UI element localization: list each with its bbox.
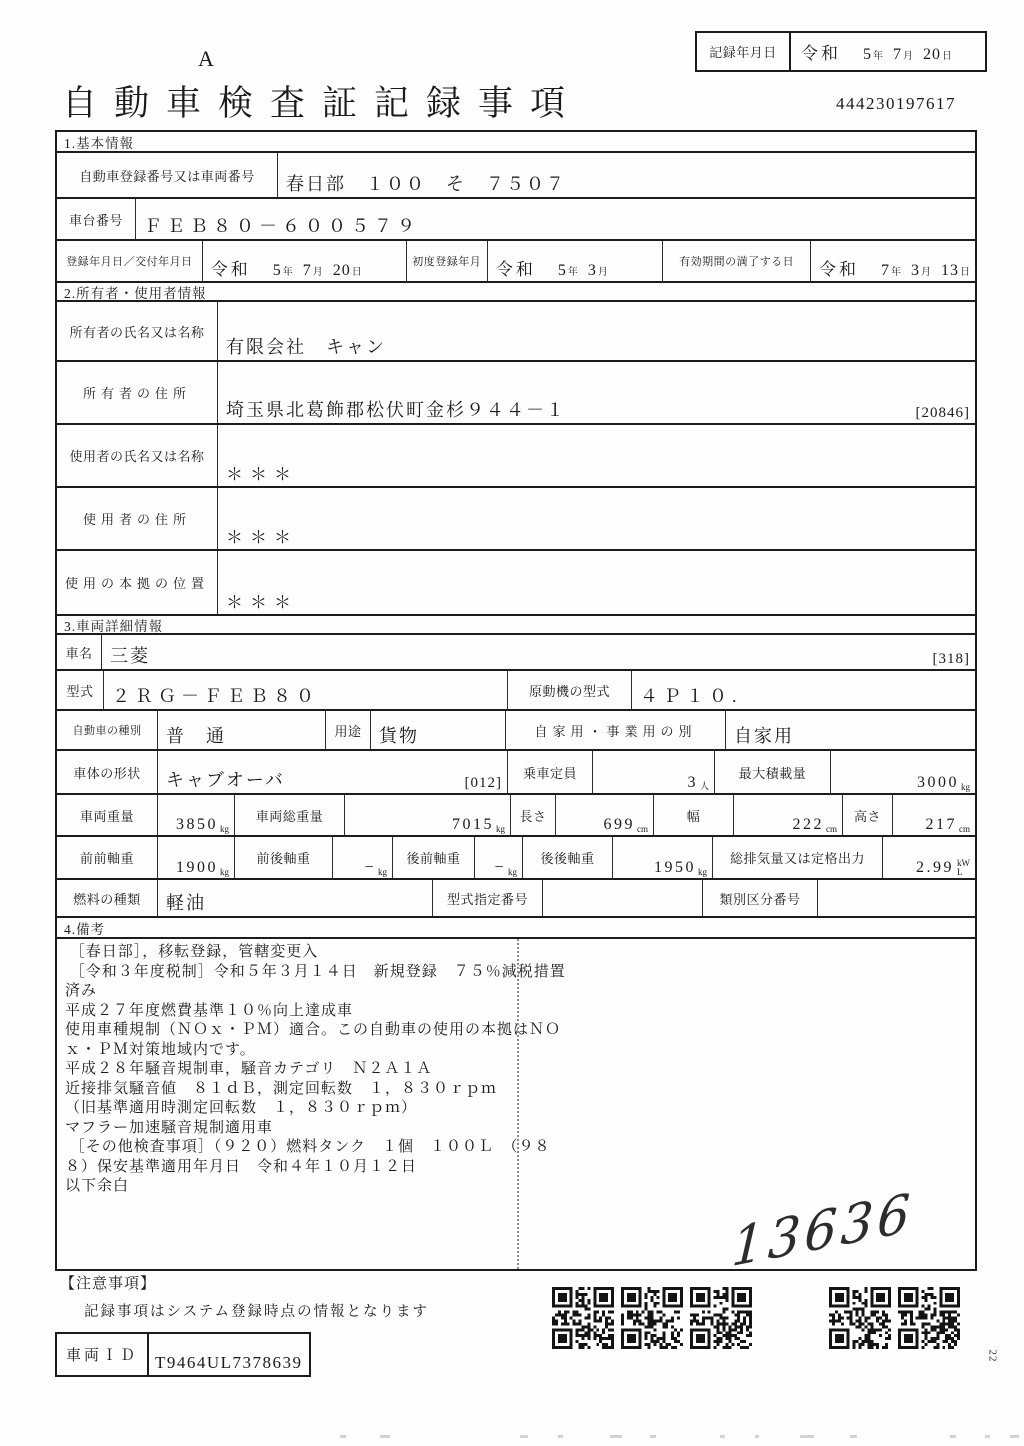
axle-rr-label: 後後軸重 [522, 837, 612, 878]
capacity-label: 乗車定員 [507, 751, 592, 793]
corner-mark: A [198, 46, 214, 71]
category-label: 自動車の種別 [72, 725, 142, 737]
row-category-use [57, 709, 975, 749]
record-date-box [695, 31, 987, 72]
remarks-line: 使用車種規制（ＮＯｘ・ＰＭ）適合。この自動車の使用の本拠はＮＯ [65, 1022, 562, 1038]
height-value: 217 cm [892, 795, 975, 835]
width-value: 222 cm [733, 795, 842, 835]
bleed-through-marks [0, 1434, 1024, 1440]
private-business-value: 自家用 [725, 711, 975, 749]
weight-value: 3850 kg [157, 795, 234, 835]
user-name-value: ＊＊＊ [217, 425, 975, 486]
vehicle-name-value: 三菱 [318] [101, 635, 975, 669]
first-registration-label: 初度登録年月 [406, 241, 487, 281]
user-address-label: 使用者の住所 [82, 512, 191, 527]
vehicle-id-value: T9464UL7378639 [155, 1353, 303, 1372]
owner-address-label: 所有者の住所 [82, 386, 191, 401]
section-remarks: 4.備考 [57, 916, 975, 937]
record-date-value [791, 33, 985, 70]
max-load-value: 3000 kg [830, 751, 975, 793]
chassis-number-value: ＦＥＢ８０－６００５７９ [135, 199, 975, 239]
first-registration-value: 令和 5 年 3 月 [487, 241, 663, 281]
remarks-line: 済み [65, 983, 98, 999]
use-value: 貨物 [370, 711, 505, 749]
qr-code-5 [898, 1287, 960, 1349]
remarks-line: 平成２７年度燃費基準１０％向上達成車 [65, 1002, 354, 1019]
qr-code-4 [829, 1287, 891, 1349]
vehicle-name-code: [318] [932, 651, 970, 667]
handwritten-number: 13636 [729, 1182, 915, 1280]
remarks-line: ｘ・ＰＭ対策地域内です。 [65, 1041, 256, 1058]
remarks-box [57, 937, 975, 1280]
axle-fr-label: 前後軸重 [234, 837, 332, 878]
remarks-line: 近接排気騒音値 ８１ｄＢ，測定回転数 １，８３０ｒｐｍ [65, 1080, 498, 1097]
row-owner-name [57, 300, 975, 360]
remarks-line: 以下余白 [65, 1178, 130, 1194]
remarks-line: ［令和３年度税制］令和５年３月１４日 新規登録 ７５％減税措置 [65, 963, 566, 980]
type-designation-label: 型式指定番号 [432, 880, 542, 916]
height-label: 高さ [842, 795, 892, 835]
record-date-label: 記録年月日 [697, 33, 791, 70]
category-class-label: 類別区分番号 [702, 880, 817, 916]
row-vehicle-name [57, 633, 975, 669]
axle-fr-value: − kg [332, 837, 392, 878]
displacement-label: 総排気量又は定格出力 [712, 837, 882, 878]
notice-title: 【注意事項】 [60, 1276, 157, 1292]
axle-ff-value: 1900 kg [157, 837, 234, 878]
axle-rr-value: 1950 kg [612, 837, 712, 878]
category-class-value [817, 880, 975, 916]
axle-ff-label: 前前軸重 [79, 851, 134, 866]
base-location-value: ＊＊＊ [217, 551, 975, 614]
user-address-value: ＊＊＊ [217, 488, 975, 549]
axle-rf-value: − kg [474, 837, 522, 878]
row-body-shape [57, 749, 975, 793]
row-base-location [57, 549, 975, 614]
remarks-text [57, 939, 975, 1197]
displacement-value: 2.99 kW L [882, 837, 975, 878]
notice-body: 記録事項はシステム登録時点の情報となります [84, 1304, 430, 1320]
section-vehicle-details: 3.車両詳細情報 [57, 614, 975, 633]
displacement-units: kW L [957, 858, 970, 877]
row-chassis-number [57, 197, 975, 239]
model-label: 型式 [66, 683, 94, 699]
row-plate-number [57, 151, 975, 197]
vehicle-name-label: 車名 [65, 645, 93, 661]
main-table [55, 130, 977, 1280]
plate-number-label: 自動車登録番号又は車両番号 [79, 168, 255, 184]
remarks-line: 平成２８年騒音規制車，騒音カテゴリ Ｎ２Ａ１Ａ [65, 1061, 433, 1077]
weight-label: 車両重量 [79, 808, 134, 824]
axle-rf-label: 後前軸重 [392, 837, 474, 878]
row-user-name [57, 423, 975, 486]
private-business-label: 自家用・事業用の別 [505, 711, 725, 749]
length-label: 長さ [510, 795, 555, 835]
owner-address-code: [20846] [915, 405, 970, 421]
remarks-line: ［その他検査事項］（９２０）燃料タンク １個 １００Ｌ （９８ [65, 1139, 551, 1155]
fuel-value: 軽油 [157, 880, 432, 916]
body-shape-code: [012] [464, 775, 502, 791]
capacity-value: 3 人 [592, 751, 714, 793]
chassis-number-label: 車台番号 [68, 212, 123, 228]
length-value: 699 cm [555, 795, 653, 835]
row-model [57, 669, 975, 709]
registration-date-label: 登録年月日／交付年月日 [66, 256, 193, 268]
engine-model-value: ４Ｐ１０. [631, 671, 975, 709]
side-page-number: 22 [986, 1349, 999, 1363]
max-load-label: 最大積載量 [714, 751, 830, 793]
remarks-line: ［春日部］，移転登録，管轄変更入 [65, 944, 319, 960]
row-dates [57, 239, 975, 281]
owner-address-value: 埼玉県北葛飾郡松伏町金杉９４４－１ [20846] [217, 362, 975, 423]
row-axle-weights [57, 835, 975, 878]
category-value: 普 通 [157, 711, 325, 749]
row-owner-address [57, 360, 975, 423]
qr-code-1 [552, 1287, 614, 1349]
plate-number-value: 春日部 １００ そ ７５０７ [277, 153, 975, 197]
gross-weight-label: 車両総重量 [234, 795, 344, 835]
expiry-date-value: 令和 7 年 3 月 13 日 [810, 241, 975, 281]
section-basic-info: 1.基本情報 [64, 135, 135, 151]
remarks-divider [517, 939, 519, 1269]
fuel-label: 燃料の種類 [73, 891, 141, 907]
remarks-line: ８）保安基準適用年月日 令和４年１０月１２日 [65, 1158, 418, 1175]
vehicle-id-label: 車両ＩＤ [57, 1334, 149, 1375]
type-designation-value [542, 880, 702, 916]
user-name-label: 使用者の氏名又は名称 [69, 449, 205, 464]
row-weights-dimensions [57, 793, 975, 835]
model-value: ２ＲＧ－ＦＥＢ８０ [103, 671, 507, 709]
use-label: 用途 [325, 711, 370, 749]
page-title: 自動車検査証記録事項 [62, 84, 583, 123]
vehicle-id-box [55, 1332, 311, 1377]
base-location-label: 使用の本拠の位置 [64, 576, 209, 591]
remarks-line: マフラー加速騒音規制適用車 [65, 1119, 274, 1136]
qr-code-2 [621, 1287, 683, 1349]
engine-model-label: 原動機の型式 [507, 671, 631, 709]
remarks-line: （旧基準適用時測定回転数 １，８３０ｒｐｍ） [65, 1100, 418, 1116]
owner-name-label: 所有者の氏名又は名称 [69, 324, 205, 340]
width-label: 幅 [653, 795, 733, 835]
gross-weight-value: 7015 kg [344, 795, 510, 835]
document-number: 444230197617 [836, 94, 956, 113]
owner-name-value: 有限会社 キャン [217, 302, 975, 360]
record-date: 令和 5 年 7 月 20 日 [801, 44, 952, 63]
body-shape-value: キャブオーバ [012] [157, 751, 507, 793]
section-owner-info: 2.所有者・使用者情報 [57, 281, 975, 300]
row-user-address [57, 486, 975, 549]
body-shape-label: 車体の形状 [73, 765, 141, 781]
registration-date-value: 令和 5 年 7 月 20 日 [202, 241, 406, 281]
expiry-date-label: 有効期間の満了する日 [662, 241, 810, 281]
row-fuel [57, 878, 975, 916]
qr-code-3 [690, 1287, 752, 1349]
